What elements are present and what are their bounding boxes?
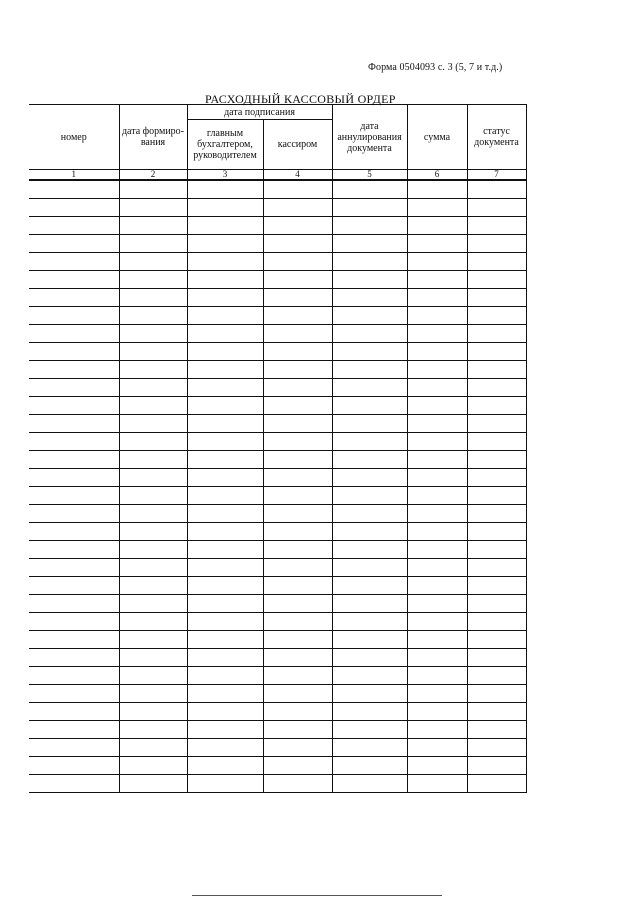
table-cell [263, 325, 332, 343]
table-row [29, 541, 526, 559]
table-cell [187, 631, 263, 649]
table-cell [119, 217, 187, 235]
table-cell [263, 703, 332, 721]
table-cell [119, 559, 187, 577]
table-cell [263, 199, 332, 217]
table-cell [119, 595, 187, 613]
table-cell [467, 703, 526, 721]
table-cell [332, 307, 407, 325]
table-cell [263, 595, 332, 613]
table-row [29, 180, 526, 199]
table-cell [119, 235, 187, 253]
table-cell [187, 235, 263, 253]
table-cell [29, 631, 119, 649]
table-row [29, 667, 526, 685]
table-cell [187, 451, 263, 469]
table-cell [119, 451, 187, 469]
table-cell [29, 307, 119, 325]
table-cell [407, 469, 467, 487]
table-cell [29, 289, 119, 307]
table-cell [263, 541, 332, 559]
table-cell [29, 487, 119, 505]
table-cell [29, 757, 119, 775]
table-cell [467, 721, 526, 739]
table-cell [467, 613, 526, 631]
table-cell [332, 757, 407, 775]
table-cell [467, 451, 526, 469]
table-cell [467, 541, 526, 559]
table-cell [407, 721, 467, 739]
column-number: 3 [187, 170, 263, 181]
table-body [29, 180, 526, 793]
table-cell [407, 415, 467, 433]
table-cell [467, 757, 526, 775]
table-cell [187, 325, 263, 343]
table-cell [407, 649, 467, 667]
table-cell [119, 775, 187, 793]
table-cell [187, 739, 263, 757]
table-cell [467, 667, 526, 685]
table-cell [29, 379, 119, 397]
table-cell [332, 289, 407, 307]
table-cell [29, 667, 119, 685]
table-cell [263, 361, 332, 379]
table-cell [332, 703, 407, 721]
document-title: РАСХОДНЫЙ КАССОВЫЙ ОРДЕР [205, 92, 396, 106]
table-cell [187, 253, 263, 271]
table-cell [263, 649, 332, 667]
table-cell [29, 180, 119, 199]
table-cell [407, 703, 467, 721]
header-row-1 [29, 105, 526, 120]
table-cell [119, 415, 187, 433]
table-cell [332, 775, 407, 793]
table-cell [332, 649, 407, 667]
header-signed-cashier: кассиром [263, 120, 332, 170]
table-cell [332, 325, 407, 343]
column-number: 7 [467, 170, 526, 181]
cash-order-table [29, 104, 527, 793]
table-row [29, 451, 526, 469]
table-cell [263, 217, 332, 235]
table-cell [332, 739, 407, 757]
table-cell [467, 379, 526, 397]
table-row [29, 289, 526, 307]
table-cell [29, 505, 119, 523]
table-cell [332, 415, 407, 433]
table-cell [407, 775, 467, 793]
table-cell [332, 451, 407, 469]
table-cell [407, 343, 467, 361]
table-cell [263, 415, 332, 433]
table-cell [467, 253, 526, 271]
table-cell [187, 757, 263, 775]
table-cell [467, 289, 526, 307]
table-cell [467, 649, 526, 667]
table-cell [119, 721, 187, 739]
table-cell [29, 199, 119, 217]
table-cell [332, 721, 407, 739]
table-cell [29, 253, 119, 271]
table-cell [407, 199, 467, 217]
table-cell [263, 757, 332, 775]
table-cell [467, 271, 526, 289]
table-cell [187, 721, 263, 739]
table-cell [407, 271, 467, 289]
table-cell [263, 271, 332, 289]
table-cell [29, 397, 119, 415]
table-cell [263, 577, 332, 595]
table-cell [29, 775, 119, 793]
table-cell [467, 235, 526, 253]
table-cell [187, 343, 263, 361]
table-cell [332, 631, 407, 649]
table-cell [332, 595, 407, 613]
table-cell [407, 757, 467, 775]
table-cell [187, 469, 263, 487]
table-cell [119, 180, 187, 199]
column-number: 1 [29, 170, 119, 181]
table-cell [407, 451, 467, 469]
table-cell [29, 415, 119, 433]
table-cell [187, 487, 263, 505]
table-cell [263, 180, 332, 199]
table-cell [332, 199, 407, 217]
table-cell [29, 577, 119, 595]
table-cell [467, 631, 526, 649]
table-cell [119, 685, 187, 703]
table-cell [332, 180, 407, 199]
table-cell [332, 613, 407, 631]
table-cell [187, 180, 263, 199]
table-cell [332, 217, 407, 235]
table-cell [407, 577, 467, 595]
table-cell [332, 235, 407, 253]
table-cell [29, 451, 119, 469]
table-cell [187, 271, 263, 289]
table-cell [29, 235, 119, 253]
table-cell [119, 433, 187, 451]
column-number: 5 [332, 170, 407, 181]
table-cell [119, 523, 187, 541]
table-cell [29, 469, 119, 487]
table-cell [263, 487, 332, 505]
table-row [29, 469, 526, 487]
table-row [29, 523, 526, 541]
table-cell [29, 271, 119, 289]
table-cell [332, 343, 407, 361]
table-cell [187, 415, 263, 433]
table-row [29, 199, 526, 217]
table-cell [187, 523, 263, 541]
table-cell [119, 757, 187, 775]
table-row [29, 559, 526, 577]
table-cell [263, 775, 332, 793]
table-cell [467, 180, 526, 199]
table-cell [119, 379, 187, 397]
table-cell [263, 739, 332, 757]
table-row [29, 235, 526, 253]
table-cell [119, 487, 187, 505]
table-row [29, 217, 526, 235]
table-cell [467, 577, 526, 595]
table-cell [119, 325, 187, 343]
header-signing-date: дата подписания [187, 105, 332, 120]
table-cell [407, 361, 467, 379]
table-row [29, 739, 526, 757]
table-cell [263, 667, 332, 685]
table-cell [187, 397, 263, 415]
table-cell [467, 361, 526, 379]
table-row [29, 487, 526, 505]
header-number: номер [29, 105, 119, 170]
table-cell [332, 559, 407, 577]
table-cell [187, 559, 263, 577]
table-cell [407, 217, 467, 235]
table-cell [407, 379, 467, 397]
table-cell [263, 559, 332, 577]
table-row [29, 271, 526, 289]
header-signed-chief: главным бухгалтером, руководителем [187, 120, 263, 170]
table-cell [187, 307, 263, 325]
table-cell [467, 505, 526, 523]
header-formation-date: дата формиро-вания [119, 105, 187, 170]
table-row [29, 595, 526, 613]
table-row [29, 325, 526, 343]
header-cancel-date: дата аннулирования документа [332, 105, 407, 170]
table-cell [187, 775, 263, 793]
table-cell [119, 343, 187, 361]
table-cell [29, 523, 119, 541]
table-row [29, 613, 526, 631]
table-cell [263, 235, 332, 253]
table-cell [187, 667, 263, 685]
table-row [29, 397, 526, 415]
table-cell [263, 505, 332, 523]
table-cell [119, 631, 187, 649]
table-cell [407, 685, 467, 703]
table-cell [187, 361, 263, 379]
table-cell [407, 397, 467, 415]
table-cell [29, 343, 119, 361]
table-cell [332, 397, 407, 415]
table-cell [407, 180, 467, 199]
table-cell [467, 469, 526, 487]
table-cell [407, 253, 467, 271]
table-row [29, 649, 526, 667]
table-cell [407, 667, 467, 685]
table-row [29, 415, 526, 433]
table-cell [119, 361, 187, 379]
table-cell [467, 487, 526, 505]
table-cell [263, 289, 332, 307]
table-cell [119, 289, 187, 307]
table-row [29, 361, 526, 379]
table-cell [467, 739, 526, 757]
table-row [29, 379, 526, 397]
table-row [29, 253, 526, 271]
table-cell [119, 397, 187, 415]
table-cell [467, 217, 526, 235]
table-cell [187, 217, 263, 235]
table-cell [332, 433, 407, 451]
table-cell [263, 631, 332, 649]
table-cell [119, 739, 187, 757]
table-cell [187, 577, 263, 595]
table-cell [467, 595, 526, 613]
table-cell [263, 397, 332, 415]
table-row [29, 505, 526, 523]
table-cell [467, 433, 526, 451]
table-cell [407, 289, 467, 307]
table-row [29, 577, 526, 595]
table-cell [187, 541, 263, 559]
header-status: статус документа [467, 105, 526, 170]
table-cell [407, 235, 467, 253]
table-cell [332, 667, 407, 685]
table-cell [119, 469, 187, 487]
table-cell [187, 199, 263, 217]
table-cell [332, 505, 407, 523]
table-cell [119, 253, 187, 271]
table-cell [29, 559, 119, 577]
table-cell [119, 649, 187, 667]
table-cell [29, 595, 119, 613]
table-cell [187, 433, 263, 451]
table-cell [29, 361, 119, 379]
table-cell [407, 739, 467, 757]
table-cell [407, 325, 467, 343]
table-cell [467, 415, 526, 433]
header-amount: сумма [407, 105, 467, 170]
column-number: 6 [407, 170, 467, 181]
table-cell [187, 505, 263, 523]
table-cell [119, 577, 187, 595]
table-cell [467, 343, 526, 361]
table-cell [332, 361, 407, 379]
table-cell [263, 253, 332, 271]
table-cell [467, 397, 526, 415]
table-cell [467, 325, 526, 343]
table-cell [467, 523, 526, 541]
table-cell [29, 739, 119, 757]
table-cell [407, 307, 467, 325]
table-cell [119, 271, 187, 289]
table-cell [263, 523, 332, 541]
table-cell [407, 523, 467, 541]
table-cell [332, 487, 407, 505]
table-cell [29, 613, 119, 631]
scan-edge-line [192, 895, 442, 896]
table-cell [119, 307, 187, 325]
table-row [29, 757, 526, 775]
table-cell [332, 469, 407, 487]
table-cell [263, 451, 332, 469]
table-row [29, 775, 526, 793]
table-cell [29, 433, 119, 451]
table-cell [263, 613, 332, 631]
table-cell [29, 325, 119, 343]
table-row [29, 307, 526, 325]
table-cell [187, 703, 263, 721]
table-cell [407, 559, 467, 577]
table-cell [332, 253, 407, 271]
table-cell [187, 595, 263, 613]
table-cell [407, 631, 467, 649]
table-cell [263, 379, 332, 397]
table-row [29, 685, 526, 703]
table-cell [29, 217, 119, 235]
table-cell [187, 649, 263, 667]
table-cell [407, 595, 467, 613]
table-cell [407, 487, 467, 505]
table-cell [119, 667, 187, 685]
column-number-row [29, 170, 526, 181]
column-number: 4 [263, 170, 332, 181]
column-number: 2 [119, 170, 187, 181]
table-cell [29, 541, 119, 559]
table-cell [119, 703, 187, 721]
table-cell [332, 271, 407, 289]
table-cell [467, 307, 526, 325]
table-cell [332, 685, 407, 703]
table-row [29, 433, 526, 451]
table-cell [263, 685, 332, 703]
table-cell [187, 613, 263, 631]
table-cell [187, 289, 263, 307]
table-cell [119, 505, 187, 523]
table-cell [407, 505, 467, 523]
table-cell [467, 559, 526, 577]
table-cell [467, 199, 526, 217]
table-cell [263, 721, 332, 739]
table-cell [119, 613, 187, 631]
table-cell [29, 685, 119, 703]
table-cell [407, 541, 467, 559]
table-cell [263, 433, 332, 451]
form-code: Форма 0504093 с. 3 (5, 7 и т.д.) [368, 62, 503, 73]
table-cell [119, 541, 187, 559]
table-cell [332, 523, 407, 541]
table-cell [332, 379, 407, 397]
table-row [29, 631, 526, 649]
table-cell [263, 469, 332, 487]
table-cell [187, 685, 263, 703]
table-row [29, 721, 526, 739]
table-cell [29, 721, 119, 739]
table-cell [119, 199, 187, 217]
table-cell [263, 307, 332, 325]
table-cell [467, 775, 526, 793]
table-cell [187, 379, 263, 397]
table-cell [29, 703, 119, 721]
table-cell [467, 685, 526, 703]
table-cell [332, 541, 407, 559]
table-row [29, 343, 526, 361]
table-cell [29, 649, 119, 667]
table-cell [407, 433, 467, 451]
table-cell [263, 343, 332, 361]
table-cell [407, 613, 467, 631]
table-row [29, 703, 526, 721]
table-cell [332, 577, 407, 595]
